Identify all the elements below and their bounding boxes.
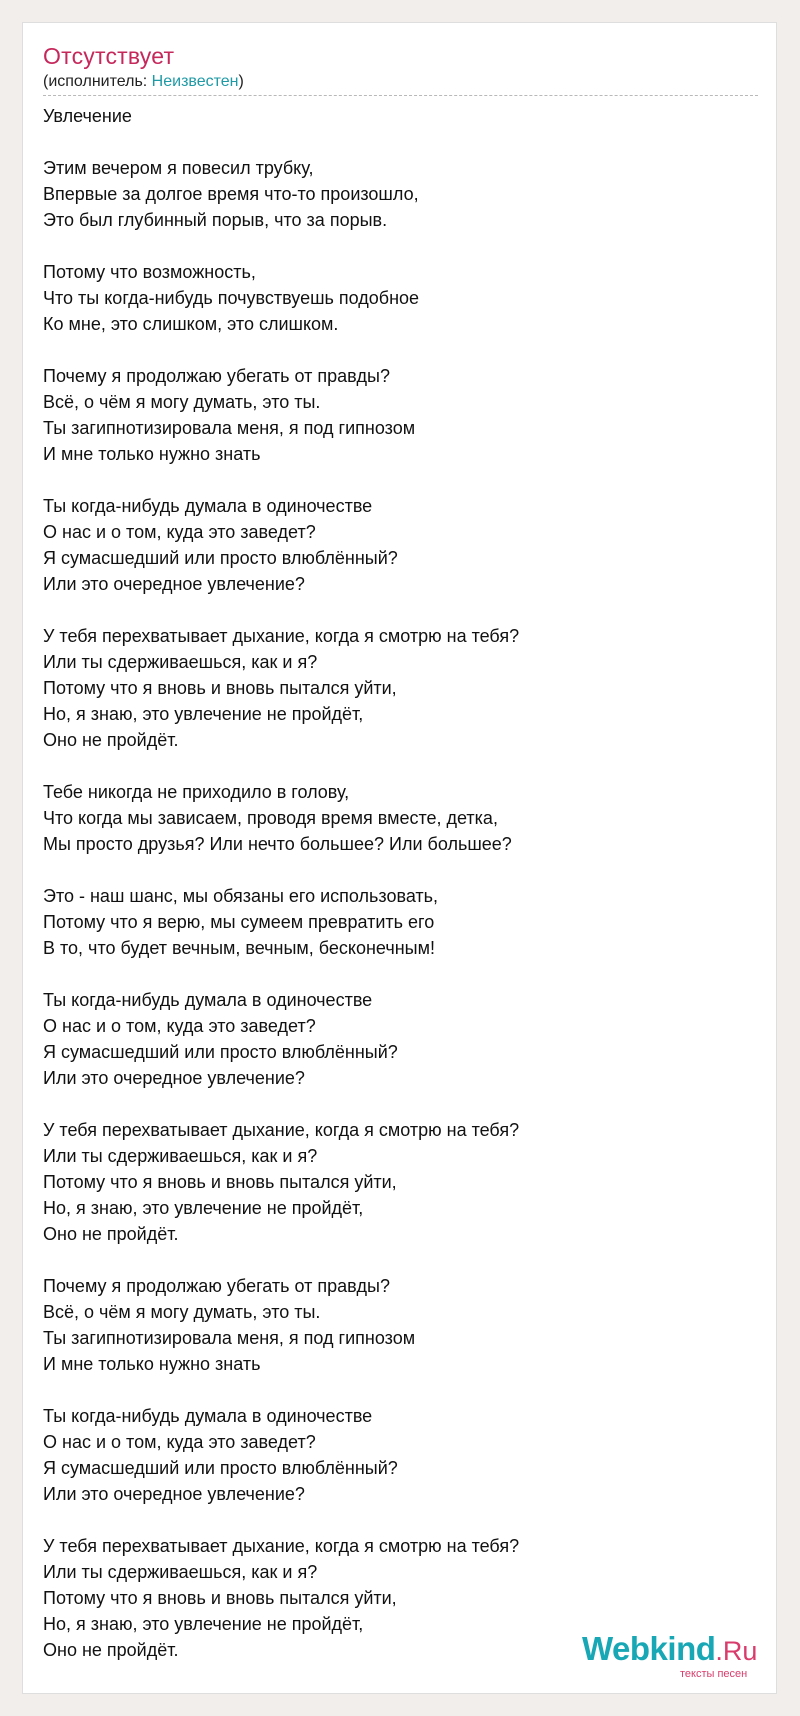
site-logo[interactable] xyxy=(582,1630,778,1690)
logo-subtitle: тексты песен xyxy=(680,1668,748,1680)
header-divider xyxy=(43,95,758,96)
artist-prefix: (исполнитель: xyxy=(43,73,152,90)
logo-main-text: Webkind xyxy=(582,1630,716,1667)
lyrics-card xyxy=(22,22,777,1694)
lyrics-text: Увлечение Этим вечером я повесил трубку, Впервые за долгое время что-то произошло, Это был глубинный порыв, что за порыв. Потому что возможность, Что ты когда-нибудь почувствуешь подобное Ко мне, это слишком, это слишком. Почему я продолжаю убегать от правды? Всё, о чём я могу думать, это ты. Ты загипнотизировала меня, я под гипнозом И мне только нужно знать Ты когда-нибудь думала в одиночестве О нас и о том, куда это заведет? Я сумасшедший или просто влюблённый? Или это очередное увлечение? У тебя перехватывает дыхание, когда я смотрю на тебя? Или ты сдерживаешься, как и я? Потому что я вновь и вновь пытался уйти, Но, я знаю, это увлечение не пройдёт, Оно не пройдёт. Тебе никогда не приходило в голову, Что когда мы зависаем, проводя время вместе, детка, Мы просто друзья? Или нечто большее? Или большее? Это - наш шанс, мы обязаны его использовать, Потому что я верю, мы сумеем превратить его В то, что будет вечным, вечным, бесконечным! Ты когда-нибудь думала в одиночестве О нас и о том, куда это заведет? Я сумасшедший или просто влюблённый? Или это очередное увлечение? У тебя перехватывает дыхание, когда я смотрю на тебя? Или ты сдерживаешься, как и я? Потому что я вновь и вновь пытался уйти, Но, я знаю, это увлечение не пройдёт, Оно не пройдёт. Почему я продолжаю убегать от правды? Всё, о чём я могу думать, это ты. Ты загипнотизировала меня, я под гипнозом И мне только нужно знать Ты когда-нибудь думала в одиночестве О нас и о том, куда это заведет? Я сумасшедший или просто влюблённый? Или это очередное увлечение? У тебя перехватывает дыхание, когда я смотрю на тебя? Или ты сдерживаешься, как и я? Потому что я вновь и вновь пытался уйти, Но, я знаю, это увлечение не пройдёт, Оно не пройдёт. xyxy=(43,106,520,1660)
logo-wordmark xyxy=(582,1630,757,1668)
artist-suffix: ) xyxy=(238,73,244,90)
artist-line xyxy=(43,73,244,91)
artist-link[interactable]: Неизвестен xyxy=(151,73,239,90)
song-title: Отсутствует xyxy=(43,43,175,69)
logo-suffix: .Ru xyxy=(715,1636,758,1666)
